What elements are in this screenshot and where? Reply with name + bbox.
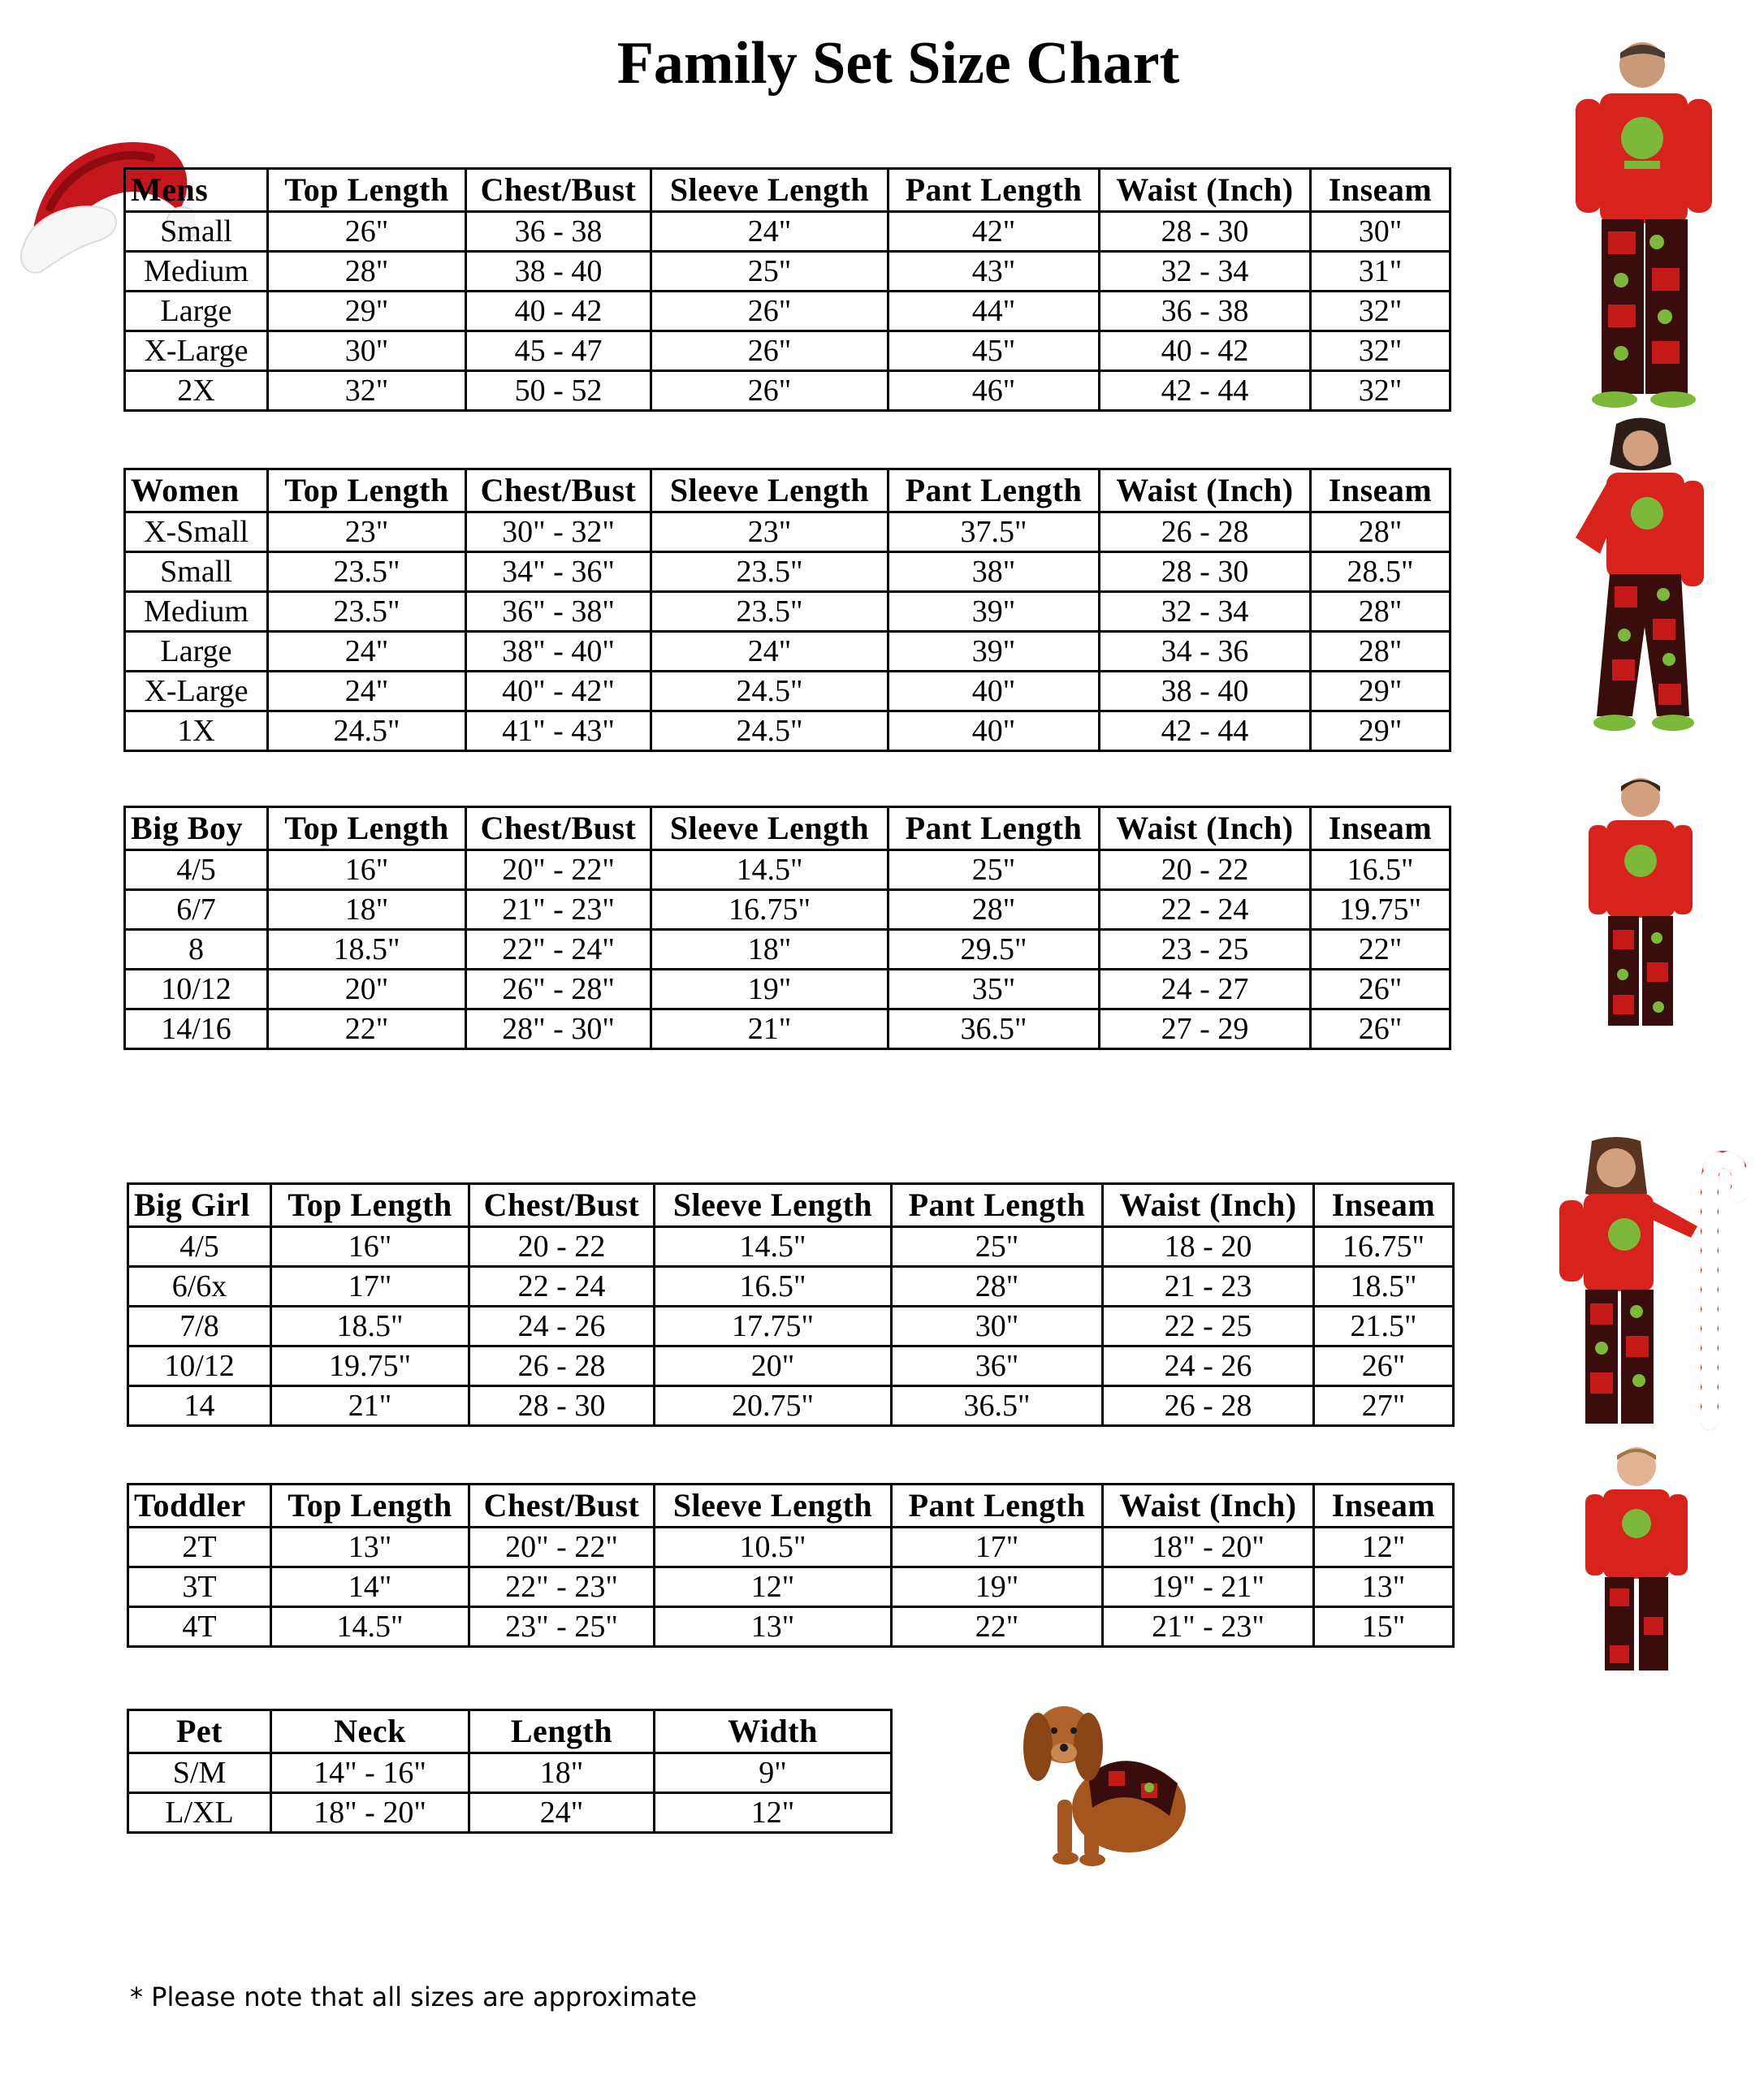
table-cell: 28 - 30 [1100,212,1311,252]
column-header: Pant Length [892,1184,1103,1227]
table-cell: 42 - 44 [1100,711,1311,751]
table-cell: 23" - 25" [469,1607,655,1647]
mens-size-table [123,167,1451,412]
column-header: Inseam [1311,169,1451,212]
column-header: Pant Length [888,807,1100,850]
table-row [125,970,1451,1009]
table-cell: 21" - 23" [466,890,651,930]
table-row [125,371,1451,411]
table-cell: 21" [651,1009,888,1049]
table-cell: 39" [888,592,1100,632]
table-cell: 6/7 [125,890,268,930]
table-cell: 28 - 30 [1100,552,1311,592]
table-cell: 4/5 [125,850,268,890]
table-cell: 24" [268,632,466,672]
table-cell: 30" - 32" [466,512,651,552]
column-header: Neck [271,1710,469,1753]
column-header: Top Length [271,1184,469,1227]
column-header: Waist (Inch) [1103,1485,1314,1528]
table-header-row [125,807,1451,850]
table-row [125,512,1451,552]
table-cell: S/M [128,1753,271,1793]
table-cell: 24.5" [268,711,466,751]
column-header: Pant Length [888,469,1100,512]
table-cell: 39" [888,632,1100,672]
table-cell: 19.75" [271,1346,469,1386]
table-cell: 18.5" [271,1307,469,1346]
table-cell: 10.5" [655,1528,892,1567]
table-cell: 29" [1311,672,1451,711]
table-header-row [128,1485,1454,1528]
table-cell: 30" [1311,212,1451,252]
table-cell: 19.75" [1311,890,1451,930]
table-cell: 32" [1311,331,1451,371]
table-cell: 38 - 40 [1100,672,1311,711]
table-row [125,552,1451,592]
table-cell: 15" [1314,1607,1454,1647]
column-header: Pant Length [892,1485,1103,1528]
table-cell: 21" - 23" [1103,1607,1314,1647]
table-cell: Small [125,212,268,252]
column-header: Chest/Bust [466,169,651,212]
table-row [128,1607,1454,1647]
table-row [128,1793,892,1833]
column-header: Top Length [271,1485,469,1528]
table-cell: 14.5" [271,1607,469,1647]
table-cell: 26" [268,212,466,252]
table-row [125,292,1451,331]
table-cell: 42 - 44 [1100,371,1311,411]
table-cell: 28" [1311,512,1451,552]
table-cell: 18.5" [1314,1267,1454,1307]
table-header-row [125,169,1451,212]
column-header: Waist (Inch) [1103,1184,1314,1227]
table-row [128,1386,1454,1426]
table-cell: 23 - 25 [1100,930,1311,970]
table-cell: 29" [268,292,466,331]
table-cell: 30" [268,331,466,371]
table-cell: 24.5" [651,711,888,751]
table-cell: 18" - 20" [1103,1528,1314,1567]
table-cell: 22" [1311,930,1451,970]
table-cell: 20" - 22" [469,1528,655,1567]
table-cell: 18 - 20 [1103,1227,1314,1267]
table-cell: 3T [128,1567,271,1607]
table-cell: 20 - 22 [469,1227,655,1267]
table-cell: 21" [271,1386,469,1426]
table-cell: Medium [125,252,268,292]
table-cell: 42" [888,212,1100,252]
table-cell: 28" [888,890,1100,930]
table-cell: 17" [271,1267,469,1307]
toddler-size-table [127,1483,1455,1648]
column-header: Inseam [1314,1184,1454,1227]
table-cell: 14.5" [655,1227,892,1267]
girl-pajamas-image [1543,1137,1746,1437]
column-header: Chest/Bust [469,1184,655,1227]
table-cell: 26" [1311,1009,1451,1049]
table-cell: 22" - 24" [466,930,651,970]
table-cell: 27" [1314,1386,1454,1426]
column-header: Toddler [128,1485,271,1528]
table-cell: X-Large [125,331,268,371]
dog-pajamas-image [1007,1686,1194,1873]
table-cell: 28.5" [1311,552,1451,592]
table-cell: 26 - 28 [469,1346,655,1386]
table-cell: 35" [888,970,1100,1009]
table-cell: 18" [469,1753,655,1793]
table-cell: 13" [655,1607,892,1647]
table-cell: 24 - 26 [1103,1346,1314,1386]
table-cell: 24" [469,1793,655,1833]
table-cell: 36" - 38" [466,592,651,632]
table-cell: 12" [655,1567,892,1607]
table-cell: 19" [651,970,888,1009]
column-header: Width [655,1710,892,1753]
table-cell: 2T [128,1528,271,1567]
table-cell: 32" [1311,371,1451,411]
table-cell: 29.5" [888,930,1100,970]
table-cell: 22" [892,1607,1103,1647]
table-cell: 36.5" [892,1386,1103,1426]
table-cell: 4T [128,1607,271,1647]
table-cell: 45" [888,331,1100,371]
table-cell: 26" [651,292,888,331]
table-cell: 32" [268,371,466,411]
table-cell: 16.75" [1314,1227,1454,1267]
table-cell: 24 - 26 [469,1307,655,1346]
table-cell: 16" [271,1227,469,1267]
table-cell: 40 - 42 [466,292,651,331]
big-girl-size-table [127,1182,1455,1427]
table-cell: 16" [268,850,466,890]
table-cell: 17" [892,1528,1103,1567]
table-row [125,1009,1451,1049]
column-header: Big Girl [128,1184,271,1227]
table-cell: Small [125,552,268,592]
table-cell: 19" - 21" [1103,1567,1314,1607]
table-cell: 43" [888,252,1100,292]
column-header: Sleeve Length [651,469,888,512]
table-row [128,1346,1454,1386]
column-header: Sleeve Length [651,807,888,850]
column-header: Sleeve Length [655,1485,892,1528]
table-row [125,711,1451,751]
table-cell: 14" [271,1567,469,1607]
table-cell: 23.5" [268,592,466,632]
table-cell: 28 - 30 [469,1386,655,1426]
column-header: Chest/Bust [466,469,651,512]
table-cell: 36" [892,1346,1103,1386]
column-header: Length [469,1710,655,1753]
table-header-row [128,1184,1454,1227]
table-cell: 14.5" [651,850,888,890]
table-cell: 12" [1314,1528,1454,1567]
table-cell: 22" [268,1009,466,1049]
table-cell: 21.5" [1314,1307,1454,1346]
table-row [128,1267,1454,1307]
table-row [128,1227,1454,1267]
table-header-row [128,1710,892,1753]
boy-pajamas-image [1567,772,1714,1031]
table-cell: 44" [888,292,1100,331]
table-cell: 26" [1311,970,1451,1009]
table-cell: 40 - 42 [1100,331,1311,371]
table-cell: 14/16 [125,1009,268,1049]
column-header: Inseam [1314,1485,1454,1528]
table-cell: 10/12 [128,1346,271,1386]
table-cell: 12" [655,1793,892,1833]
column-header: Waist (Inch) [1100,169,1311,212]
table-cell: 37.5" [888,512,1100,552]
table-cell: 13" [1314,1567,1454,1607]
women-size-table [123,468,1451,752]
table-cell: 29" [1311,711,1451,751]
table-row [125,592,1451,632]
table-cell: 34" - 36" [466,552,651,592]
table-cell: 36.5" [888,1009,1100,1049]
big-boy-size-table [123,806,1451,1050]
table-cell: 21 - 23 [1103,1267,1314,1307]
table-cell: 14" - 16" [271,1753,469,1793]
table-cell: 41" - 43" [466,711,651,751]
table-cell: 9" [655,1753,892,1793]
table-cell: 18.5" [268,930,466,970]
table-row [125,890,1451,930]
column-header: Chest/Bust [469,1485,655,1528]
table-cell: 28" - 30" [466,1009,651,1049]
table-cell: 32" [1311,292,1451,331]
table-row [125,212,1451,252]
table-cell: 31" [1311,252,1451,292]
page-title: Family Set Size Chart [616,30,1180,97]
table-cell: 8 [125,930,268,970]
table-cell: 13" [271,1528,469,1567]
table-cell: 19" [892,1567,1103,1607]
table-cell: 22 - 24 [1100,890,1311,930]
table-cell: 40" [888,711,1100,751]
table-cell: 6/6x [128,1267,271,1307]
table-cell: 4/5 [128,1227,271,1267]
table-cell: 20.75" [655,1386,892,1426]
table-cell: Medium [125,592,268,632]
column-header: Top Length [268,807,466,850]
table-cell: 38" - 40" [466,632,651,672]
table-cell: 26 - 28 [1100,512,1311,552]
table-cell: 28" [1311,592,1451,632]
table-cell: 40" [888,672,1100,711]
table-cell: 20" [655,1346,892,1386]
table-cell: 50 - 52 [466,371,651,411]
table-cell: 18" [651,930,888,970]
table-cell: 22" - 23" [469,1567,655,1607]
table-cell: 14 [128,1386,271,1426]
column-header: Sleeve Length [651,169,888,212]
table-cell: 20" - 22" [466,850,651,890]
table-cell: 28" [1311,632,1451,672]
table-row [125,850,1451,890]
column-header: Waist (Inch) [1100,807,1311,850]
table-cell: 28" [268,252,466,292]
table-cell: 28" [892,1267,1103,1307]
table-cell: 46" [888,371,1100,411]
table-row [128,1307,1454,1346]
table-cell: 34 - 36 [1100,632,1311,672]
table-cell: Large [125,632,268,672]
column-header: Big Boy [125,807,268,850]
column-header: Inseam [1311,807,1451,850]
table-row [125,632,1451,672]
column-header: Waist (Inch) [1100,469,1311,512]
woman-pajamas-image [1543,416,1738,741]
pet-size-table [127,1709,893,1834]
column-header: Mens [125,169,268,212]
table-cell: 26" [1314,1346,1454,1386]
table-cell: 24 - 27 [1100,970,1311,1009]
table-cell: 25" [888,850,1100,890]
table-cell: 20" [268,970,466,1009]
table-cell: 26" [651,331,888,371]
table-cell: 38 - 40 [466,252,651,292]
toddler-pajamas-image [1567,1442,1706,1678]
table-cell: 22 - 24 [469,1267,655,1307]
column-header: Pant Length [888,169,1100,212]
table-cell: X-Large [125,672,268,711]
table-cell: 16.75" [651,890,888,930]
table-cell: 22 - 25 [1103,1307,1314,1346]
table-row [125,672,1451,711]
table-cell: 18" - 20" [271,1793,469,1833]
table-cell: 24" [268,672,466,711]
table-cell: 17.75" [655,1307,892,1346]
column-header: Women [125,469,268,512]
table-cell: L/XL [128,1793,271,1833]
table-row [128,1567,1454,1607]
table-cell: 18" [268,890,466,930]
table-header-row [125,469,1451,512]
table-cell: 2X [125,371,268,411]
table-row [128,1528,1454,1567]
table-cell: 25" [651,252,888,292]
table-row [128,1753,892,1793]
table-cell: 45 - 47 [466,331,651,371]
table-row [125,331,1451,371]
table-cell: 24" [651,632,888,672]
table-cell: 24.5" [651,672,888,711]
table-cell: 32 - 34 [1100,252,1311,292]
table-cell: 16.5" [655,1267,892,1307]
table-cell: 25" [892,1227,1103,1267]
man-pajamas-image [1543,32,1738,414]
table-cell: 10/12 [125,970,268,1009]
column-header: Top Length [268,169,466,212]
table-cell: 32 - 34 [1100,592,1311,632]
table-cell: 23" [268,512,466,552]
table-cell: Large [125,292,268,331]
table-cell: 23" [651,512,888,552]
approximate-sizes-note: * Please note that all sizes are approximate [130,1982,698,2012]
table-cell: 23.5" [268,552,466,592]
table-cell: 23.5" [651,592,888,632]
column-header: Chest/Bust [466,807,651,850]
column-header: Pet [128,1710,271,1753]
table-cell: 23.5" [651,552,888,592]
table-cell: 30" [892,1307,1103,1346]
table-cell: 26 - 28 [1103,1386,1314,1426]
table-row [125,252,1451,292]
table-cell: 16.5" [1311,850,1451,890]
column-header: Sleeve Length [655,1184,892,1227]
column-header: Top Length [268,469,466,512]
table-cell: 1X [125,711,268,751]
table-cell: 26" [651,371,888,411]
table-cell: 36 - 38 [466,212,651,252]
table-cell: 40" - 42" [466,672,651,711]
table-cell: X-Small [125,512,268,552]
table-cell: 24" [651,212,888,252]
table-cell: 38" [888,552,1100,592]
table-row [125,930,1451,970]
table-cell: 27 - 29 [1100,1009,1311,1049]
table-cell: 20 - 22 [1100,850,1311,890]
table-cell: 36 - 38 [1100,292,1311,331]
column-header: Inseam [1311,469,1451,512]
table-cell: 7/8 [128,1307,271,1346]
table-cell: 26" - 28" [466,970,651,1009]
